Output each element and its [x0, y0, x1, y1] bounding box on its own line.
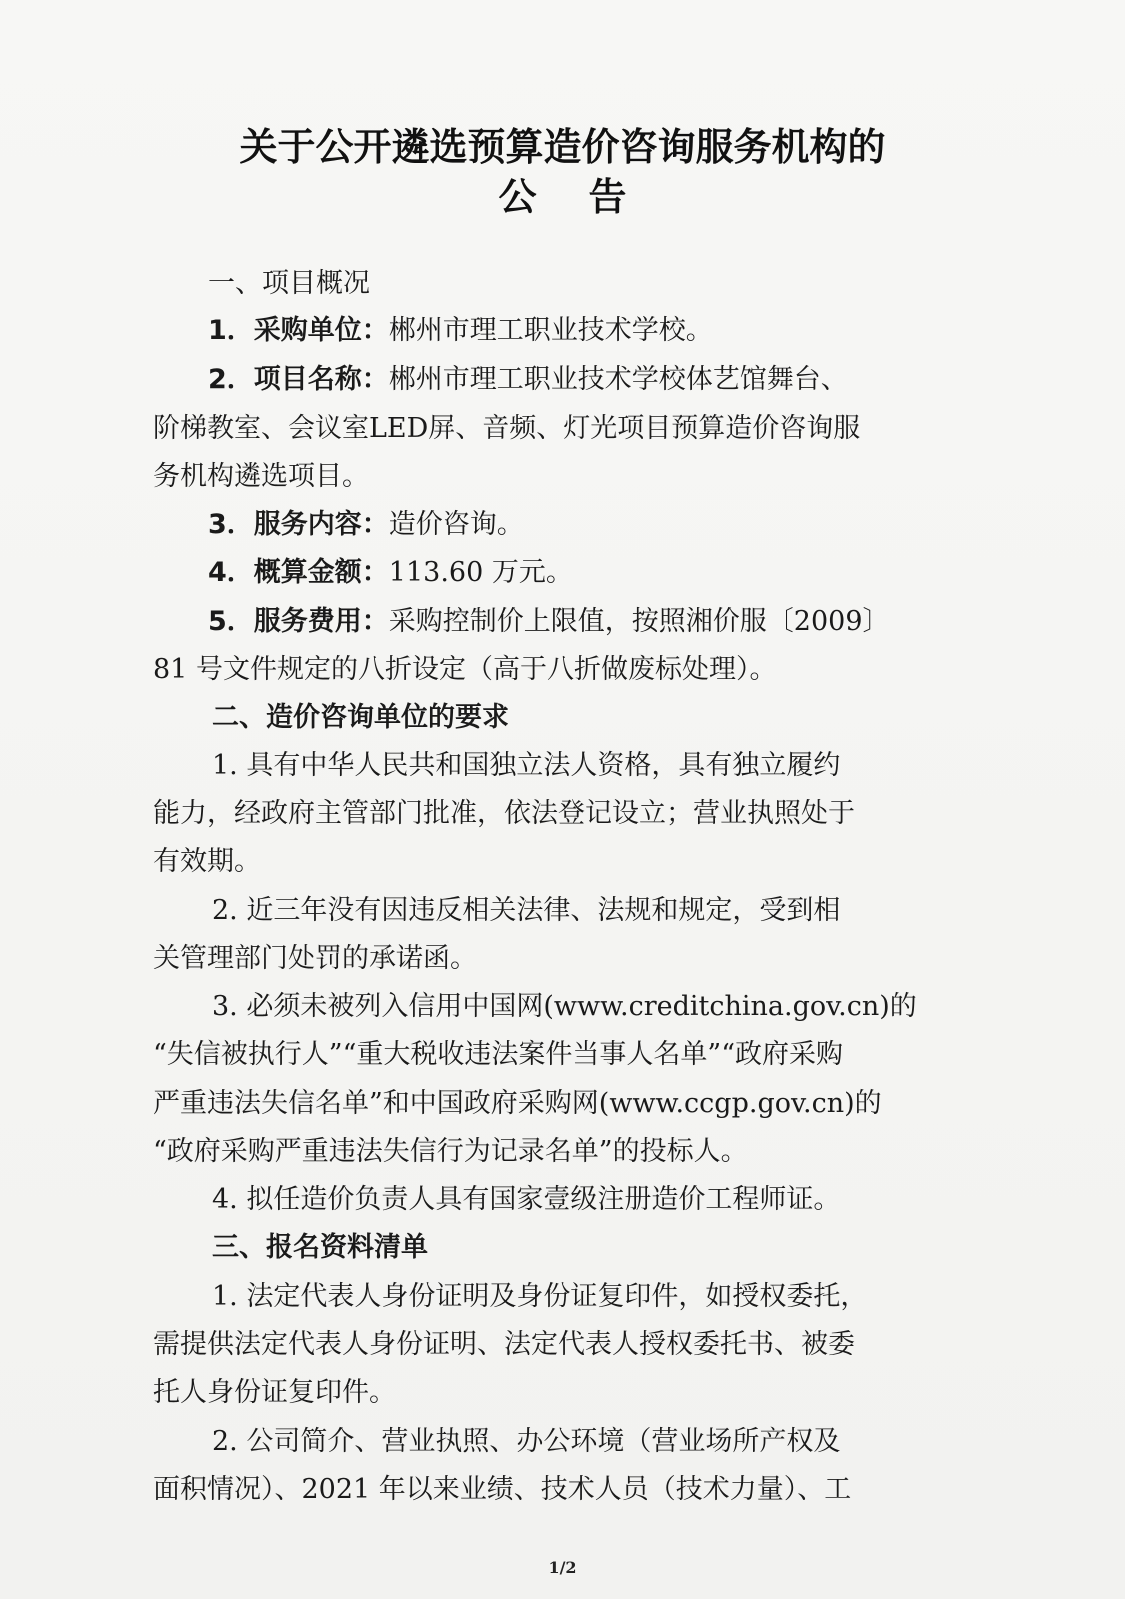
item-value: 113.60 万元。	[388, 557, 573, 588]
item-purchaser	[208, 313, 713, 349]
paragraph-line: 需提供法定代表人身份证明、法定代表人授权委托书、被委	[153, 1329, 855, 1360]
item-value: 采购控制价上限值，按照湘价服〔2009〕	[388, 606, 890, 637]
section-heading-overview: 一、项目概况	[208, 268, 370, 299]
paragraph-line: 托人身份证复印件。	[153, 1377, 396, 1408]
item-label: 1．采购单位：	[208, 315, 389, 346]
paragraph-line: 1. 具有中华人民共和国独立法人资格，具有独立履约	[212, 750, 841, 781]
paragraph-line: 2. 公司简介、营业执照、办公环境（营业场所产权及	[212, 1426, 841, 1457]
paragraph-line: 2. 近三年没有因违反相关法律、法规和规定，受到相	[212, 895, 841, 926]
item-label: 3．服务内容：	[208, 509, 389, 540]
section-heading-registration: 三、报名资料清单	[212, 1232, 428, 1263]
document-title: 关于公开遴选预算造价咨询服务机构的	[239, 125, 886, 169]
paragraph-line: 面积情况）、2021 年以来业绩、技术人员（技术力量）、工	[153, 1474, 852, 1505]
paragraph-line: 有效期。	[153, 846, 261, 877]
item-label: 5．服务费用：	[208, 606, 389, 637]
paragraph-line: 3. 必须未被列入信用中国网(www.creditchina.gov.cn)的	[212, 991, 917, 1022]
section-heading-requirements: 二、造价咨询单位的要求	[212, 702, 509, 733]
item-value: 郴州市理工职业技术学校体艺馆舞台、	[388, 364, 848, 395]
page-number: 1/2	[548, 1558, 577, 1577]
paragraph-line: 能力，经政府主管部门批准，依法登记设立；营业执照处于	[153, 798, 855, 829]
item-service-fee	[208, 604, 890, 640]
item-project-name	[208, 362, 848, 398]
item-label: 4．概算金额：	[208, 557, 389, 588]
paragraph-line: 1. 法定代表人身份证明及身份证复印件，如授权委托，	[212, 1281, 868, 1312]
item-project-name-cont: 阶梯教室、会议室LED屏、音频、灯光项目预算造价咨询服	[153, 413, 861, 444]
paragraph-line: “失信被执行人”“重大税收违法案件当事人名单”“政府采购	[153, 1039, 844, 1070]
item-project-name-cont: 务机构遴选项目。	[153, 461, 369, 492]
item-value: 郴州市理工职业技术学校。	[388, 315, 713, 346]
paragraph-line: 4. 拟任造价负责人具有国家壹级注册造价工程师证。	[212, 1184, 841, 1215]
paragraph-line: 关管理部门处罚的承诺函。	[153, 943, 477, 974]
item-service-content	[208, 507, 524, 543]
item-service-fee-cont: 81 号文件规定的八折设定（高于八折做废标处理）。	[153, 654, 777, 685]
paragraph-line: “政府采购严重违法失信行为记录名单”的投标人。	[153, 1136, 748, 1167]
item-label: 2．项目名称：	[208, 364, 389, 395]
document-title-announcement: 公告	[498, 175, 679, 219]
paragraph-line: 严重违法失信名单”和中国政府采购网(www.ccgp.gov.cn)的	[153, 1088, 882, 1119]
item-budget-amount	[208, 555, 573, 591]
item-value: 造价咨询。	[388, 509, 524, 540]
